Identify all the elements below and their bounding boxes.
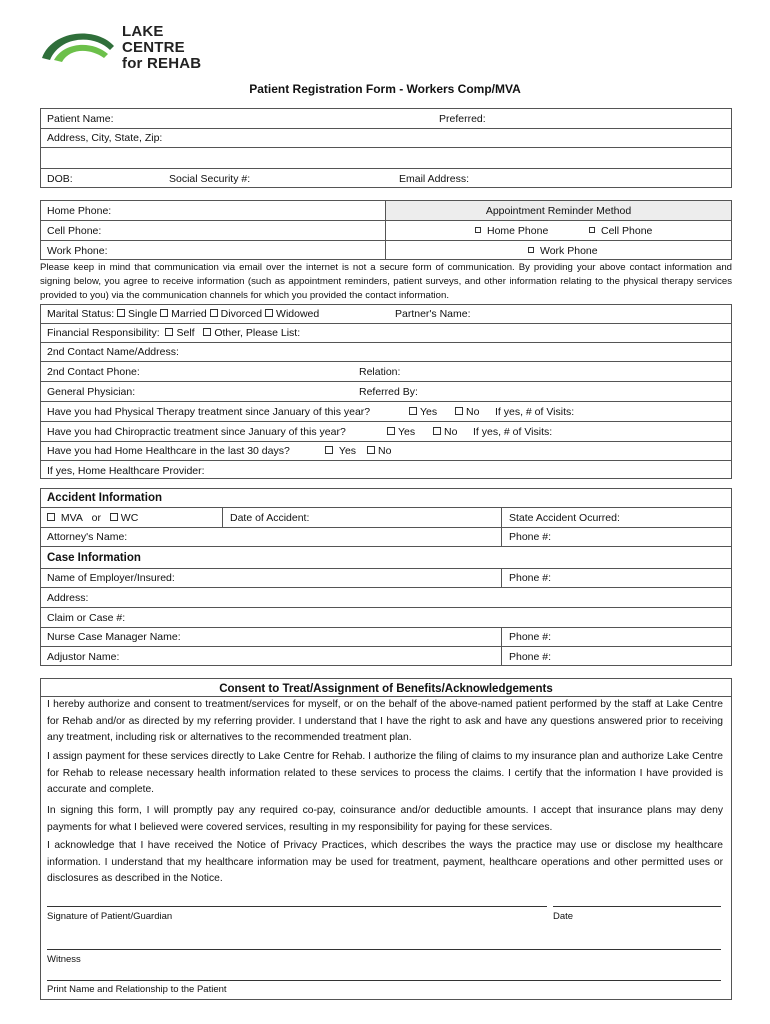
partner-name-field[interactable]: Partner's Name:	[395, 308, 471, 320]
checkbox-icon[interactable]	[117, 309, 125, 317]
checkbox-icon[interactable]	[160, 309, 168, 317]
nurse-phone-field[interactable]: Phone #:	[509, 631, 552, 643]
contact2-phone-field[interactable]: 2nd Contact Phone:	[47, 365, 140, 378]
checkbox-icon[interactable]	[528, 247, 534, 253]
work-phone-row	[41, 241, 731, 261]
physician-row	[41, 382, 731, 402]
checkbox-icon[interactable]	[110, 513, 118, 521]
hh-yes-label: Yes	[338, 445, 357, 457]
widowed-label: Widowed	[276, 308, 320, 320]
witness-line[interactable]	[47, 949, 721, 950]
divorced-label: Divorced	[220, 308, 263, 320]
checkbox-icon[interactable]	[203, 328, 211, 336]
signature-line[interactable]	[47, 906, 547, 907]
hh-question-row	[41, 442, 731, 461]
checkbox-icon[interactable]	[265, 309, 273, 317]
pt-no-label: No	[466, 405, 480, 418]
patient-name-row	[41, 109, 731, 129]
consent-title: Consent to Treat/Assignment of Benefits/Acknowledgements	[219, 683, 553, 695]
self-label: Self	[176, 327, 195, 339]
reminder-home-label: Home Phone	[487, 224, 549, 237]
chiro-visits-field[interactable]: If yes, # of Visits:	[473, 425, 553, 438]
hh-no-label: No	[378, 445, 392, 457]
relation-field[interactable]: Relation:	[359, 365, 401, 378]
reminder-cell-option[interactable]	[583, 221, 652, 240]
contact2-name-field[interactable]: 2nd Contact Name/Address:	[47, 346, 179, 358]
signature-label: Signature of Patient/Guardian	[47, 911, 173, 922]
nurse-row	[41, 628, 731, 647]
chiro-yes-option[interactable]	[381, 422, 415, 441]
case-address-row	[41, 588, 731, 608]
logo-text	[122, 24, 228, 72]
financial-responsibility	[41, 324, 300, 342]
chiro-question: Have you had Chiropractic treatment since January of this year?	[47, 425, 346, 438]
pt-question-row	[41, 402, 731, 422]
attorney-name-field[interactable]: Attorney's Name:	[41, 528, 502, 546]
referred-by-field[interactable]: Referred By:	[359, 385, 418, 398]
communication-notice: Please keep in mind that communication via email over the internet is not a secure form of communication. By providing your above contact information and signing below, you agree to receive information (such as appointment reminders, patient surveys, and other information relating to the physical therapy services provided to you) via the communication channels for which you provided the contact information.	[40, 262, 732, 301]
wc-label: WC	[120, 511, 139, 524]
employer-row	[41, 569, 731, 588]
checkbox-icon[interactable]	[409, 407, 417, 415]
hh-provider-row	[41, 461, 731, 480]
home-phone-field[interactable]: Home Phone:	[47, 204, 112, 217]
marital-label: Marital Status:	[47, 308, 115, 320]
hh-provider-field[interactable]: If yes, Home Healthcare Provider:	[47, 464, 205, 477]
attorney-phone-field[interactable]: Phone #:	[509, 531, 552, 543]
details-box	[40, 304, 732, 479]
logo-arc-icon	[38, 24, 118, 64]
accident-box	[40, 488, 732, 666]
pt-question: Have you had Physical Therapy treatment since January of this year?	[47, 405, 371, 418]
email-field[interactable]: Email Address:	[399, 173, 470, 185]
single-label: Single	[128, 308, 158, 320]
company-logo	[38, 23, 228, 72]
ssn-field[interactable]: Social Security #:	[169, 173, 251, 185]
address-row	[41, 129, 731, 169]
pt-no-option[interactable]	[449, 402, 479, 421]
patient-name-field[interactable]: Patient Name:	[47, 112, 114, 125]
checkbox-icon[interactable]	[589, 227, 595, 233]
print-name-line[interactable]	[47, 980, 721, 981]
checkbox-icon[interactable]	[325, 446, 333, 454]
checkbox-icon[interactable]	[165, 328, 173, 336]
employer-field[interactable]: Name of Employer/Insured:	[41, 569, 502, 587]
consent-paragraph-1: I hereby authorize and consent to treatment/services for myself, or on the behalf of the above-named patient performed by the staff at Lake Centre for Rehab and/or as directed by my referring provider. I understand that I have the right to ask and have any questions answered prior to receiving any treatment, including risk or alternatives to the recommended treatment plan.	[47, 699, 723, 743]
work-phone-field[interactable]: Work Phone:	[47, 245, 108, 257]
consent-box	[40, 678, 732, 1000]
dob-field[interactable]: DOB:	[47, 173, 73, 185]
mva-label: MVA	[60, 511, 83, 524]
reminder-home-option[interactable]	[469, 221, 548, 240]
claim-number-field[interactable]: Claim or Case #:	[47, 611, 126, 624]
reminder-method-title: Appointment Reminder Method	[386, 201, 731, 220]
adjustor-row	[41, 647, 731, 666]
chiro-no-option[interactable]	[427, 422, 457, 441]
adjustor-phone-field[interactable]: Phone #:	[509, 650, 552, 663]
other-label: Other, Please List:	[214, 327, 301, 339]
home-phone-row	[41, 201, 731, 221]
hh-yes-option[interactable]	[319, 442, 356, 460]
checkbox-icon[interactable]	[47, 513, 55, 521]
contact2-name-row	[41, 343, 731, 362]
case-address-field[interactable]: Address:	[47, 591, 89, 604]
reminder-cell-label: Cell Phone	[601, 224, 653, 237]
case-heading-row	[41, 547, 731, 569]
accident-heading: Accident Information	[47, 492, 163, 504]
adjustor-name-field[interactable]: Adjustor Name:	[41, 647, 502, 666]
logo-line2: for REHAB	[122, 55, 202, 72]
or-label: or	[91, 511, 102, 524]
date-line[interactable]	[553, 906, 721, 907]
form-title: Patient Registration Form - Workers Comp/MVA	[249, 82, 521, 96]
chiro-no-label: No	[444, 425, 458, 438]
claim-row	[41, 608, 731, 628]
hh-question: Have you had Home Healthcare in the last 30 days?	[47, 445, 290, 457]
print-name-label: Print Name and Relationship to the Patient	[47, 984, 227, 995]
consent-paragraph-3: In signing this form, I will promptly pay any required co-pay, coinsurance and/or deductible amounts. I accept that insurance plans may deny payments for what I believed were covered services, resulting in my responsibility for paying for these services.	[47, 805, 723, 833]
attorney-row	[41, 528, 731, 547]
accident-heading-row	[41, 489, 731, 508]
checkbox-icon[interactable]	[387, 427, 395, 435]
witness-label: Witness	[47, 954, 81, 965]
phones-box	[40, 200, 732, 260]
case-heading: Case Information	[47, 551, 141, 564]
address-field[interactable]: Address, City, State, Zip:	[41, 129, 731, 148]
pt-yes-option[interactable]	[403, 402, 437, 421]
checkbox-icon[interactable]	[210, 309, 218, 317]
reminder-work-label: Work Phone	[540, 245, 598, 257]
accident-type-row	[41, 508, 731, 528]
physician-field[interactable]: General Physician:	[47, 385, 136, 398]
checkbox-icon[interactable]	[367, 446, 375, 454]
cell-phone-row	[41, 221, 731, 241]
dob-row	[41, 169, 731, 189]
financial-row	[41, 324, 731, 343]
hh-no-option[interactable]	[361, 442, 391, 460]
checkbox-icon[interactable]	[433, 427, 441, 435]
logo-line1: LAKE CENTRE	[122, 23, 185, 56]
pt-visits-field[interactable]: If yes, # of Visits:	[495, 405, 575, 418]
financial-label: Financial Responsibility:	[47, 327, 160, 339]
reminder-work-option[interactable]	[522, 241, 598, 261]
marital-status	[41, 305, 319, 323]
accident-state-field[interactable]: State Accident Ocurred:	[509, 511, 620, 524]
employer-phone-field[interactable]: Phone #:	[509, 572, 552, 584]
checkbox-icon[interactable]	[455, 407, 463, 415]
accident-type	[41, 508, 223, 527]
chiro-yes-label: Yes	[398, 425, 416, 438]
date-label: Date	[553, 911, 574, 922]
patient-info-box	[40, 108, 732, 188]
preferred-name-field[interactable]: Preferred:	[439, 112, 486, 125]
consent-paragraph-2: I assign payment for these services directly to Lake Centre for Rehab. I authorize the filing of claims to my insurance plan and authorize Lake Centre for Rehab to release necessary health information related to these services to process the claims. I certify that the information I have provided is accurate and complete.	[47, 751, 723, 795]
marital-row	[41, 305, 731, 324]
pt-yes-label: Yes	[420, 405, 438, 418]
nurse-manager-field[interactable]: Nurse Case Manager Name:	[41, 628, 502, 646]
checkbox-icon[interactable]	[475, 227, 481, 233]
married-label: Married	[171, 308, 207, 320]
consent-paragraph-4: I acknowledge that I have received the Notice of Privacy Practices, which describes the ways the practice may use or disclose my healthcare information. I understand that my healthcare information may be used for treatment, payment, healthcare operations and other permitted uses or disclosures as described in the Notice.	[47, 840, 723, 884]
cell-phone-field[interactable]: Cell Phone:	[47, 224, 102, 237]
chiro-question-row	[41, 422, 731, 442]
contact2-phone-row	[41, 362, 731, 382]
accident-date-field[interactable]: Date of Accident:	[224, 508, 502, 527]
